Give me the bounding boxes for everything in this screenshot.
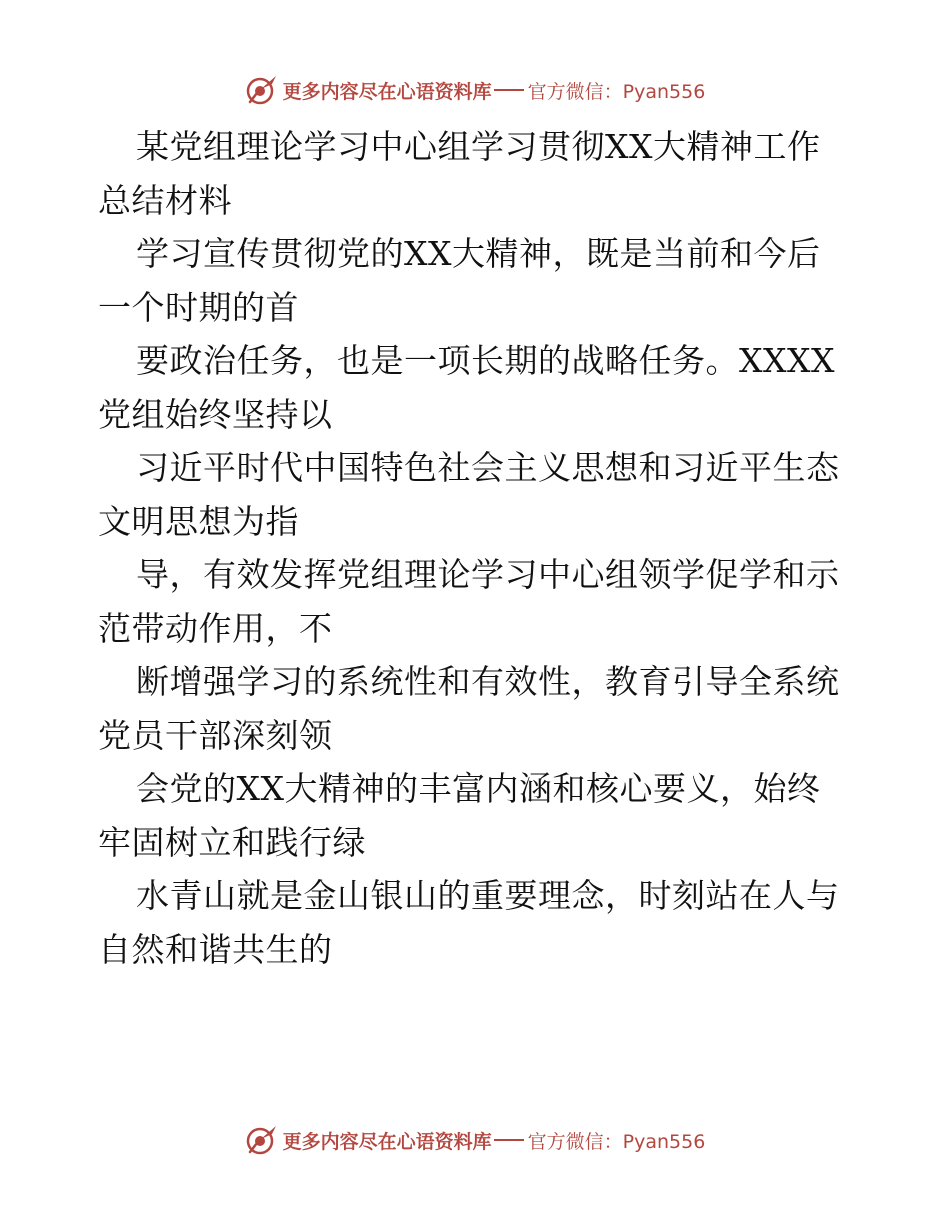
paragraph-line: 要政治任务，也是一项长期的战略任务。XXXX xyxy=(136,341,835,380)
paragraph-line: 总结材料 xyxy=(98,180,232,220)
banner-wechat-text: 官方微信：Pyan556 xyxy=(527,1130,706,1153)
paragraph xyxy=(98,227,858,334)
paragraph xyxy=(98,548,858,655)
banner-dash xyxy=(494,89,524,91)
banner-brand-text: 更多内容尽在心语资料库 xyxy=(282,1130,492,1153)
paragraph xyxy=(98,334,858,441)
banner-wechat-text: 官方微信：Pyan556 xyxy=(527,80,706,103)
paragraph-line: 会党的XX大精神的丰富内涵和核心要义，始终 xyxy=(136,769,821,808)
paragraph-line: 水青山就是金山银山的重要理念，时刻站在人与 xyxy=(136,876,840,915)
paragraph-line: 断增强学习的系统性和有效性，教育引导全系统 xyxy=(136,662,840,701)
quill-pen-logo-icon xyxy=(245,73,279,107)
paragraph xyxy=(98,655,858,762)
paragraph xyxy=(98,869,858,976)
banner-dash xyxy=(494,1139,524,1141)
paragraph-line: 范带动作用，不 xyxy=(98,608,333,648)
paragraph-line: 党员干部深刻领 xyxy=(98,715,333,755)
paragraph-line: 党组始终坚持以 xyxy=(98,394,333,434)
paragraph-line: 牢固树立和践行绿 xyxy=(98,822,366,862)
banner-brand-text: 更多内容尽在心语资料库 xyxy=(282,80,492,103)
quill-pen-logo-icon xyxy=(245,1123,279,1157)
paragraph-line: 学习宣传贯彻党的XX大精神，既是当前和今后 xyxy=(136,234,821,273)
paragraph-line: 习近平时代中国特色社会主义思想和习近平生态 xyxy=(136,448,840,487)
paragraph xyxy=(98,120,858,227)
paragraph-line: 文明思想为指 xyxy=(98,501,299,541)
paragraph xyxy=(98,762,858,869)
header-banner xyxy=(0,70,950,110)
paragraph-line: 导，有效发挥党组理论学习中心组领学促学和示 xyxy=(136,555,840,594)
paragraph-line: 某党组理论学习中心组学习贯彻XX大精神工作 xyxy=(136,127,821,166)
footer-banner xyxy=(0,1120,950,1160)
paragraph-line: 自然和谐共生的 xyxy=(98,929,333,969)
paragraph-line: 一个时期的首 xyxy=(98,287,299,327)
paragraph xyxy=(98,441,858,548)
document-body xyxy=(98,120,858,976)
